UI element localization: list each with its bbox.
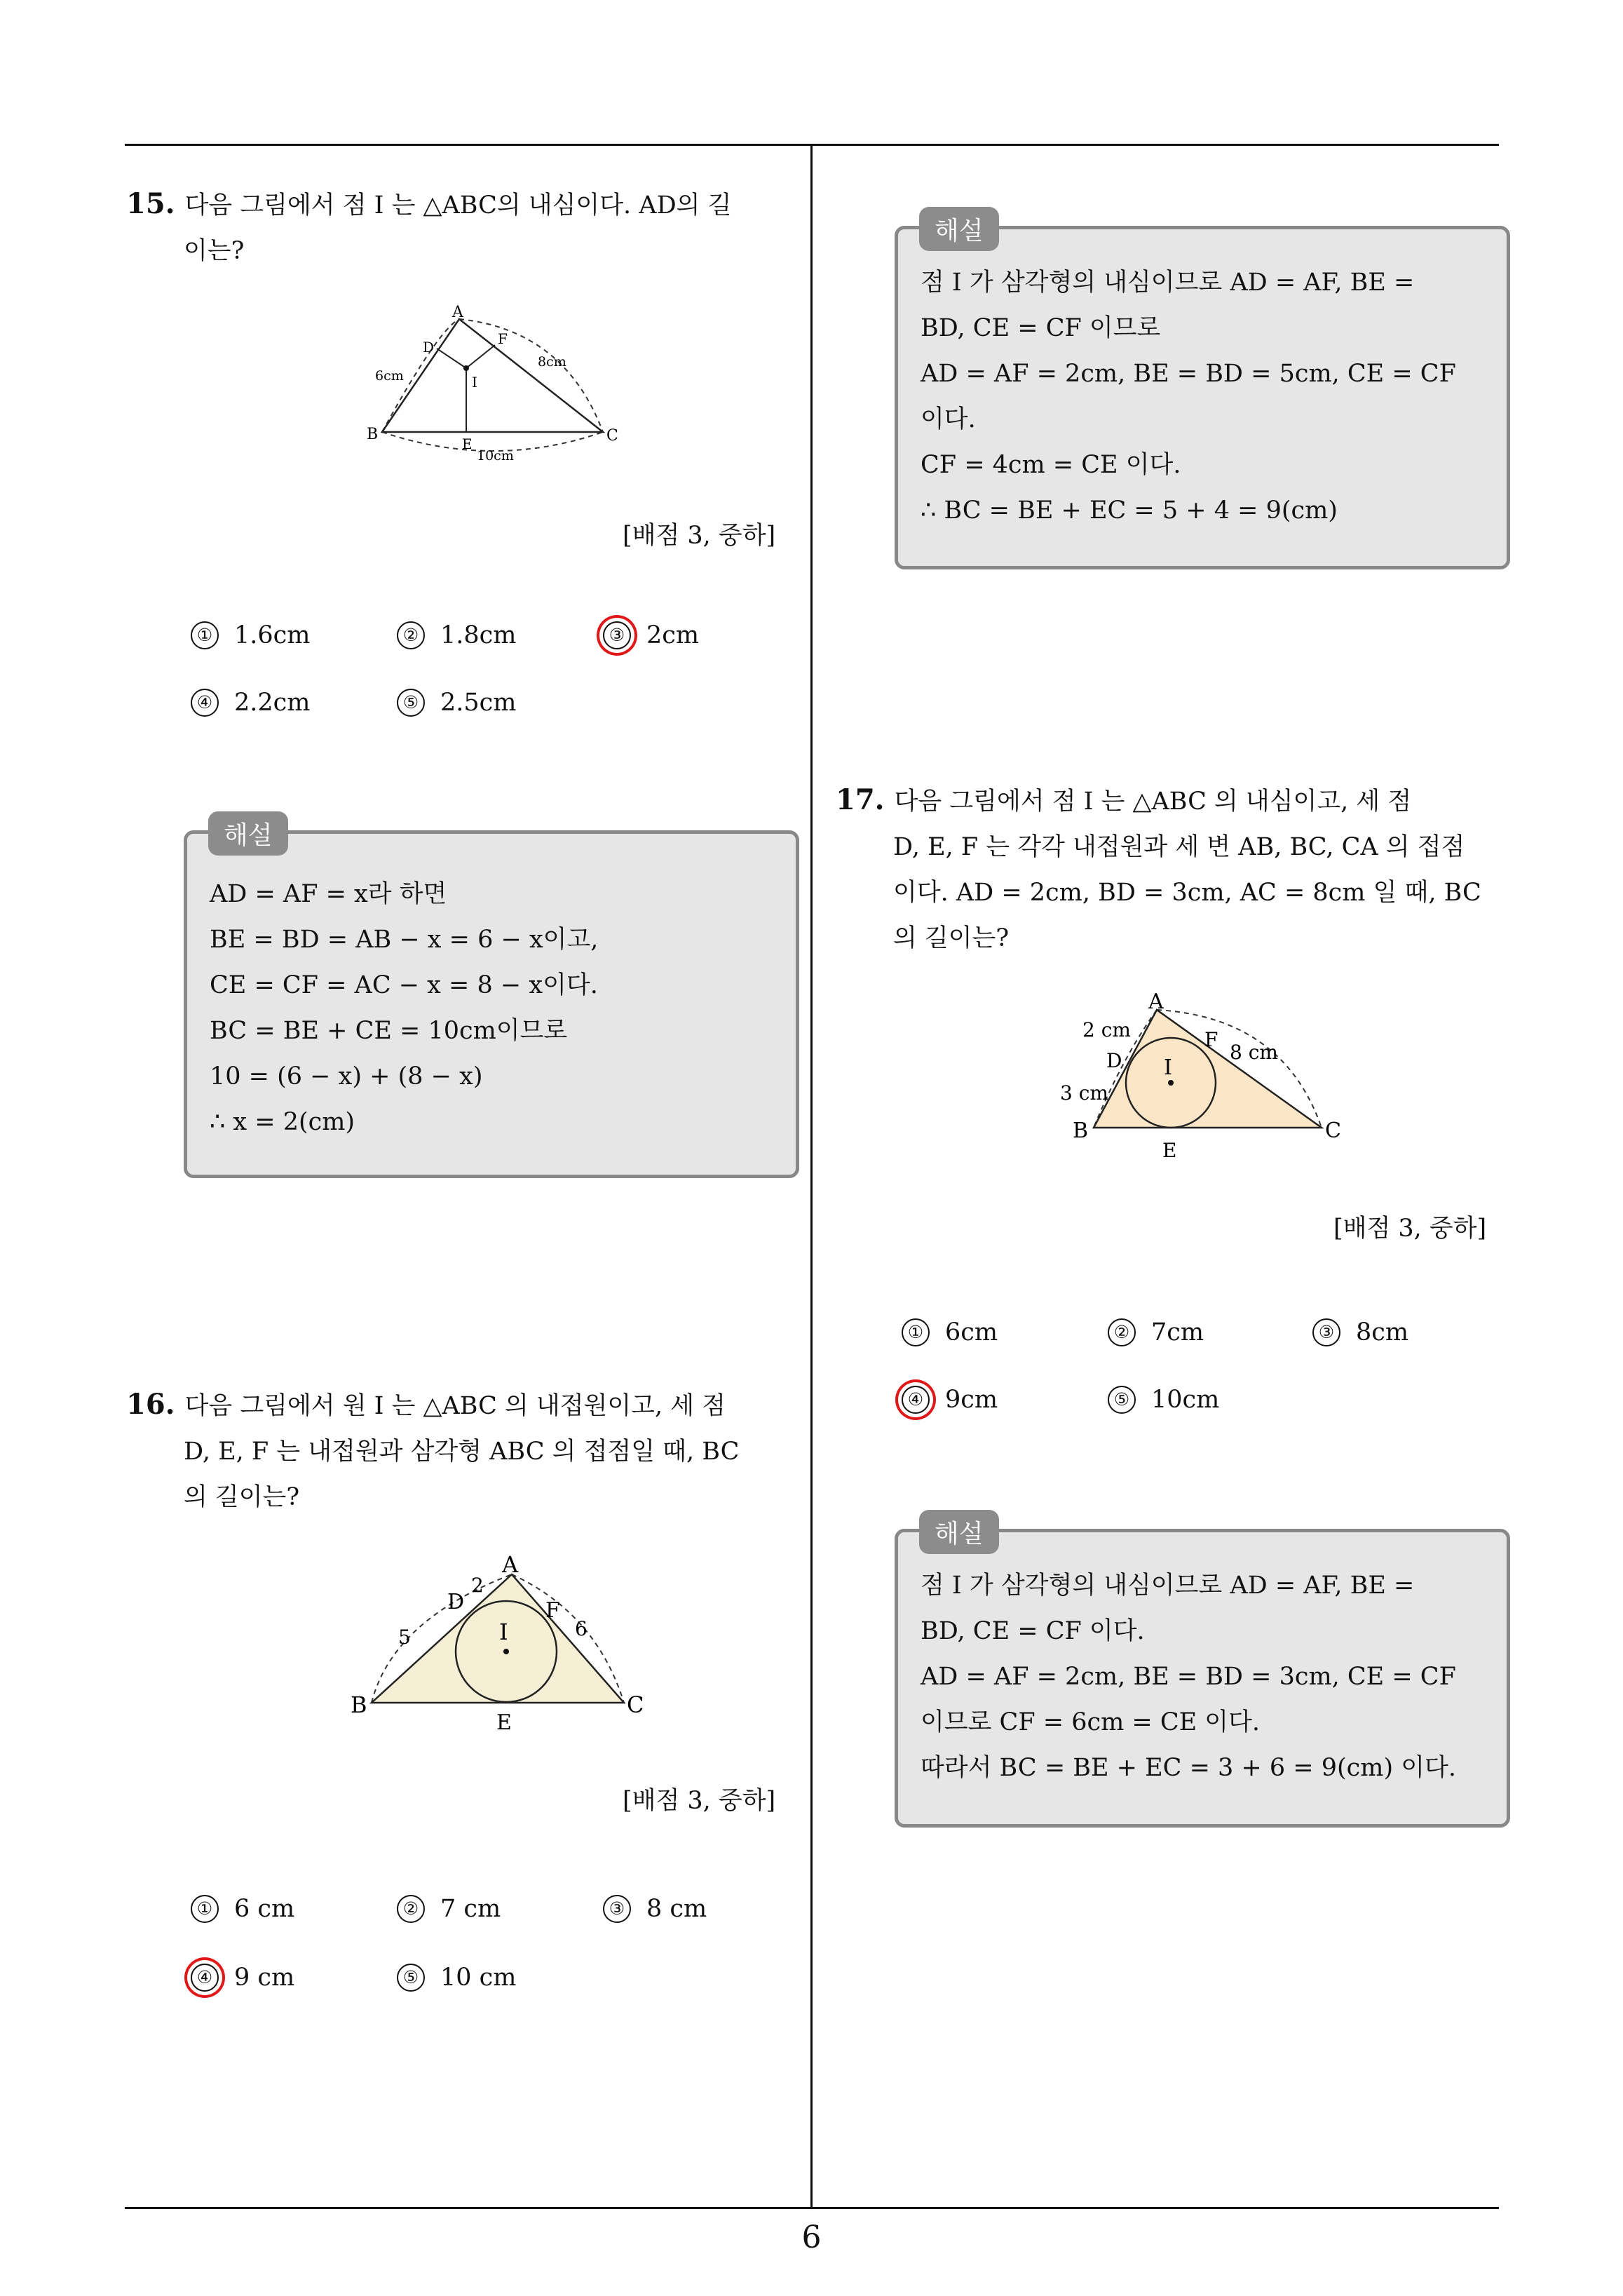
label-f: F [1204,1028,1218,1051]
problem-15 [126,181,799,274]
choice-text: 6cm [945,1318,998,1346]
label-a: A [452,304,463,321]
solution-line: AD = AF = x라 하면 [210,880,447,908]
solution-line: 점 I 가 삼각형의 내심이므로 AD = AF, BE = [921,1572,1415,1600]
solution-line: 이다. [921,405,976,433]
solution-line: ∴ x = 2(cm) [210,1108,355,1136]
choice-16-2[interactable] [397,1895,501,1923]
problem-text-line: 다음 그림에서 점 I 는 △ABC의 내심이다. AD의 길 [184,191,732,220]
solution-line: AD = AF = 2cm, BE = BD = 3cm, CE = CF [921,1663,1456,1691]
label-bd-length: 3 cm [1060,1081,1108,1105]
choice-mark: ② [397,621,425,649]
solution-tag: 해설 [919,207,999,251]
choice-17-3[interactable] [1312,1318,1408,1346]
choice-text: 2.2cm [234,689,311,717]
label-d: D [1106,1049,1122,1072]
choice-text: 6 cm [234,1895,295,1923]
segment-id [437,349,466,368]
problem-text-line: 다음 그림에서 원 I 는 △ABC 의 내접원이고, 세 점 [184,1392,726,1420]
problem-17-score: [배점 3, 중하] [1333,1215,1487,1243]
problem-text-line: 이다. AD = 2cm, BD = 3cm, AC = 8cm 일 때, BC [893,879,1481,907]
problem-text-line: 의 길이는? [184,1483,300,1511]
label-b: B [367,426,379,443]
solution-body [921,1563,1456,1791]
choice-text: 1.6cm [234,621,311,649]
solution-line: BD, CE = CF 이다. [921,1617,1145,1645]
choice-mark: ② [397,1895,425,1923]
solution-line: 점 I 가 삼각형의 내심이므로 AD = AF, BE = [921,269,1415,297]
label-c: C [1325,1119,1341,1143]
choice-mark: ② [1108,1318,1136,1346]
choice-16-4[interactable] [191,1964,294,1992]
solution-line: 이므로 CF = 6cm = CE 이다. [921,1708,1261,1736]
label-e: E [1162,1139,1177,1162]
problem-15-score: [배점 3, 중하] [623,522,776,550]
segment-if [466,345,495,368]
choice-text: 7cm [1151,1318,1204,1346]
problem-15-figure [354,302,634,470]
choice-mark: ⑤ [397,1964,425,1992]
incenter-point [503,1649,509,1654]
solution-body [210,872,598,1145]
label-f: F [545,1598,560,1623]
solution-box-17 [895,1520,1510,1828]
label-ac-length: 8 cm [1230,1041,1278,1064]
choice-15-2[interactable] [397,621,516,649]
label-a: A [502,1551,519,1578]
choice-16-3[interactable] [603,1895,707,1923]
solution-line: ∴ BC = BE + EC = 5 + 4 = 9(cm) [921,497,1338,525]
label-i: I [472,374,477,391]
choice-text: 7 cm [440,1895,501,1923]
label-e: E [496,1710,512,1732]
solution-line: CF = 4cm = CE 이다. [921,451,1181,479]
choice-mark: ⑤ [397,689,425,717]
problem-number: 16. [126,1388,175,1421]
label-cf-length: 6 [575,1617,588,1640]
label-ad-length: 2 [471,1574,484,1597]
problem-text-line: 다음 그림에서 점 I 는 △ABC 의 내심이고, 세 점 [894,788,1412,816]
incenter-point [463,365,469,371]
solution-line: 10 = (6 − x) + (8 − x) [210,1062,483,1090]
label-a: A [1148,990,1164,1014]
solution-body [921,260,1456,534]
choice-mark-selected: ④ [191,1964,219,1992]
solution-line: CE = CF = AC − x = 8 − x이다. [210,971,598,999]
choice-text: 2cm [646,621,700,649]
label-b: B [351,1691,367,1718]
solution-tag: 해설 [919,1510,999,1554]
problem-17-figure [1052,989,1360,1164]
label-bd-length: 5 [398,1626,411,1649]
choice-text: 1.8cm [440,621,517,649]
choice-17-1[interactable] [902,1318,998,1346]
choice-text: 8 cm [646,1895,707,1923]
problem-number: 15. [126,187,175,220]
solution-line: BC = BE + CE = 10cm이므로 [210,1017,568,1045]
problem-16-score: [배점 3, 중하] [623,1787,776,1815]
choice-mark-selected: ③ [603,621,631,649]
choice-16-1[interactable] [191,1895,294,1923]
choice-15-1[interactable] [191,621,310,649]
problem-text-line: D, E, F 는 각각 내접원과 세 변 AB, BC, CA 의 접점 [893,833,1465,861]
choice-15-3[interactable] [603,621,699,649]
problem-17 [836,777,1509,961]
choice-mark: ① [191,1895,219,1923]
label-i: I [1164,1055,1172,1080]
solution-line: BE = BD = AB − x = 6 − x이고, [210,926,599,954]
label-ac-length: 8cm [538,354,566,370]
solution-box-15 [184,821,799,1178]
solution-box-16 [895,217,1510,569]
choice-mark: ③ [603,1895,631,1923]
label-d: D [447,1590,465,1614]
choice-17-5[interactable] [1108,1386,1219,1414]
choice-text: 9 cm [234,1964,295,1992]
choice-mark: ③ [1312,1318,1340,1346]
choice-text: 10 cm [440,1964,517,1992]
label-d: D [423,339,435,356]
choice-15-5[interactable] [397,689,516,717]
solution-line: 따라서 BC = BE + EC = 3 + 6 = 9(cm) 이다. [921,1754,1456,1782]
choice-text: 8cm [1356,1318,1409,1346]
label-ab-length: 6cm [375,368,404,384]
choice-mark: ④ [191,689,219,717]
label-c: C [606,427,618,445]
problem-number: 17. [836,783,885,816]
choice-text: 10cm [1151,1386,1220,1414]
label-c: C [627,1691,644,1718]
solution-tag: 해설 [208,811,288,856]
choice-16-5[interactable] [397,1964,516,1992]
choice-17-2[interactable] [1108,1318,1204,1346]
solution-line: BD, CE = CF 이므로 [921,314,1161,342]
problem-text-line: D, E, F 는 내접원과 삼각형 ABC 의 접점일 때, BC [184,1438,740,1466]
bottom-rule [125,2207,1499,2209]
label-f: F [498,330,508,347]
solution-line: AD = AF = 2cm, BE = BD = 5cm, CE = CF [921,360,1456,388]
problem-16-figure [344,1550,652,1732]
choice-mark: ① [902,1318,930,1346]
label-b: B [1073,1119,1089,1143]
choice-text: 9cm [945,1386,998,1414]
incenter-point [1168,1080,1174,1086]
label-i: I [499,1619,508,1645]
choice-mark: ⑤ [1108,1386,1136,1414]
choice-text: 2.5cm [440,689,517,717]
page-number: 6 [801,2220,822,2255]
choice-15-4[interactable] [191,689,310,717]
label-bc-length: 10cm [477,448,514,464]
column-divider [810,144,813,2209]
choice-mark-selected: ④ [902,1386,930,1414]
choice-mark: ① [191,621,219,649]
label-ad-length: 2 cm [1082,1018,1131,1041]
choice-17-4[interactable] [902,1386,998,1414]
problem-16 [126,1382,799,1520]
problem-text-line: 이는? [184,237,245,265]
problem-text-line: 의 길이는? [893,924,1010,952]
label-e: E [462,435,473,452]
